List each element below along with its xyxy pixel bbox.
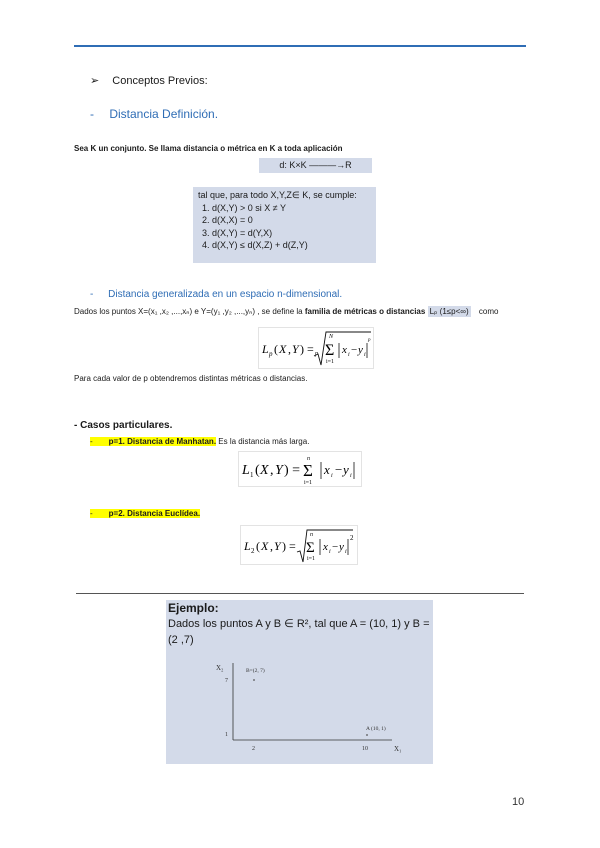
svg-text:Σ: Σ [303,461,313,480]
generalized-note: Para cada valor de p obtendremos distintas métricas o distancias. [74,374,308,383]
section-divider [76,593,524,594]
section-definicion [90,107,218,121]
svg-text:y: y [339,541,344,553]
x-tick-label: 2 [252,746,255,752]
svg-text:−: − [351,344,358,356]
svg-text:x: x [342,344,347,356]
manhattan-formula-graphic [239,452,361,486]
svg-text:X: X [279,342,287,356]
dash-bullet: - [90,107,94,121]
svg-text:i=1: i=1 [307,556,316,562]
svg-text:Σ: Σ [306,540,315,556]
manhattan-formula [238,451,362,487]
svg-text:i=1: i=1 [326,359,335,365]
x-tick-label: 10 [362,746,368,752]
svg-text:i: i [348,352,350,358]
svg-text:(: ( [256,539,260,553]
dash-bullet: - [90,509,109,518]
generalized-text-before: Dados los puntos X=(x₁ ,x₂ ,...,xₙ) e Y=(y₁ ,y₂ ,...,yₙ) , se define la [74,307,305,316]
definition-intro: Sea K un conjunto. Se llama distancia o métrica en K a toda aplicación [74,144,343,153]
svg-text:2: 2 [350,534,354,542]
svg-text:L: L [262,342,269,356]
svg-text:p: p [315,351,318,357]
svg-text:) =: ) = [300,342,314,356]
mapping-box [259,158,372,173]
properties-line: 3. d(X,Y) = d(Y,X) [202,227,273,238]
svg-text:p: p [368,338,371,343]
svg-text:y: y [343,462,349,477]
svg-text:−: − [332,541,339,553]
generalized-text-after: como [478,307,499,316]
svg-text:−: − [335,462,343,477]
svg-text:x: x [323,541,328,553]
svg-text:,: , [270,539,273,553]
svg-text:2: 2 [251,547,255,555]
dash-bullet: - [90,437,109,446]
generalized-formula-graphic [259,328,373,368]
case-manhattan-label: p=1. Distancia de Manhatan. [108,437,217,446]
svg-text:L: L [242,463,250,478]
svg-text:1: 1 [250,471,254,479]
y-axis-label: X₂ [216,664,224,672]
generalized-text [74,307,584,316]
svg-text:Y: Y [274,539,281,553]
svg-text:i: i [331,473,333,479]
euclidean-formula-graphic [241,526,357,564]
y-tick-label: 7 [225,678,228,684]
svg-text:L: L [244,539,251,553]
family-symbol: Lₚ (1≤p<∞) [429,307,469,316]
properties-box [193,187,376,263]
example-plot [166,655,433,764]
mapping-text: d: K×K ———→R [279,160,352,170]
example-box [166,600,433,764]
section-previos [90,74,208,87]
example-text: Dados los puntos A y B ∈ R², tal que A = (10, 1) y B = (2 ,7) [168,618,430,646]
svg-text:i: i [345,549,347,555]
svg-text:i: i [329,549,331,555]
svg-text:x: x [324,462,330,477]
svg-text:Y: Y [292,342,299,356]
point-a [366,734,368,736]
svg-text:) =: ) = [284,463,301,478]
svg-text:,: , [288,342,291,356]
svg-text:,: , [270,463,274,478]
svg-text:) =: ) = [282,539,296,553]
arrow-bullet-icon: ➢ [90,75,100,87]
svg-text:i: i [364,352,366,358]
svg-text:i: i [350,473,352,479]
x-axis-label: X₁ [394,745,402,753]
point-label-a: A (10, 1) [366,726,386,732]
svg-text:N: N [329,334,334,340]
svg-text:y: y [358,344,363,356]
svg-text:i=1: i=1 [304,480,313,486]
y-tick-label: 1 [225,732,228,738]
point-b [253,679,255,681]
svg-text:n: n [307,456,310,462]
section-generalizada [90,289,342,300]
svg-text:n: n [310,532,313,538]
case-euclidea [90,509,200,518]
section-previos-title: Conceptos Previos: [112,75,208,87]
section-casos-title: - Casos particulares. [74,420,173,431]
section-definicion-title: Distancia Definición. [109,107,219,121]
case-manhattan [90,437,309,446]
properties-line: 4. d(X,Y) ≤ d(X,Z) + d(Z,Y) [202,240,308,251]
dash-bullet: - [90,289,94,300]
svg-text:X: X [261,539,269,553]
case-manhattan-desc: Es la distancia más larga. [216,437,310,446]
svg-text:X: X [260,463,269,478]
svg-text:(: ( [274,342,278,356]
page-number: 10 [512,796,525,808]
top-rule [74,45,526,47]
svg-text:Σ: Σ [325,342,335,359]
properties-line: tal que, para todo X,Y,Z∈ K, se cumple: [198,190,357,200]
svg-text:Y: Y [275,463,283,478]
properties-line: 2. d(X,X) = 0 [202,215,253,226]
case-euclidea-label: p=2. Distancia Euclídea. [108,509,201,518]
svg-text:(: ( [255,463,260,478]
properties-line: 1. d(X,Y) > 0 si X ≠ Y [202,202,287,213]
section-generalizada-title: Distancia generalizada en un espacio n-dimensional. [108,289,343,300]
svg-text:p: p [269,350,273,358]
generalized-formula [258,327,374,369]
point-label-b: B=(2, 7) [246,668,265,674]
euclidean-formula [240,525,358,565]
generalized-text-bold: familia de métricas o distancias [304,307,426,316]
example-title: Ejemplo: [168,601,219,615]
